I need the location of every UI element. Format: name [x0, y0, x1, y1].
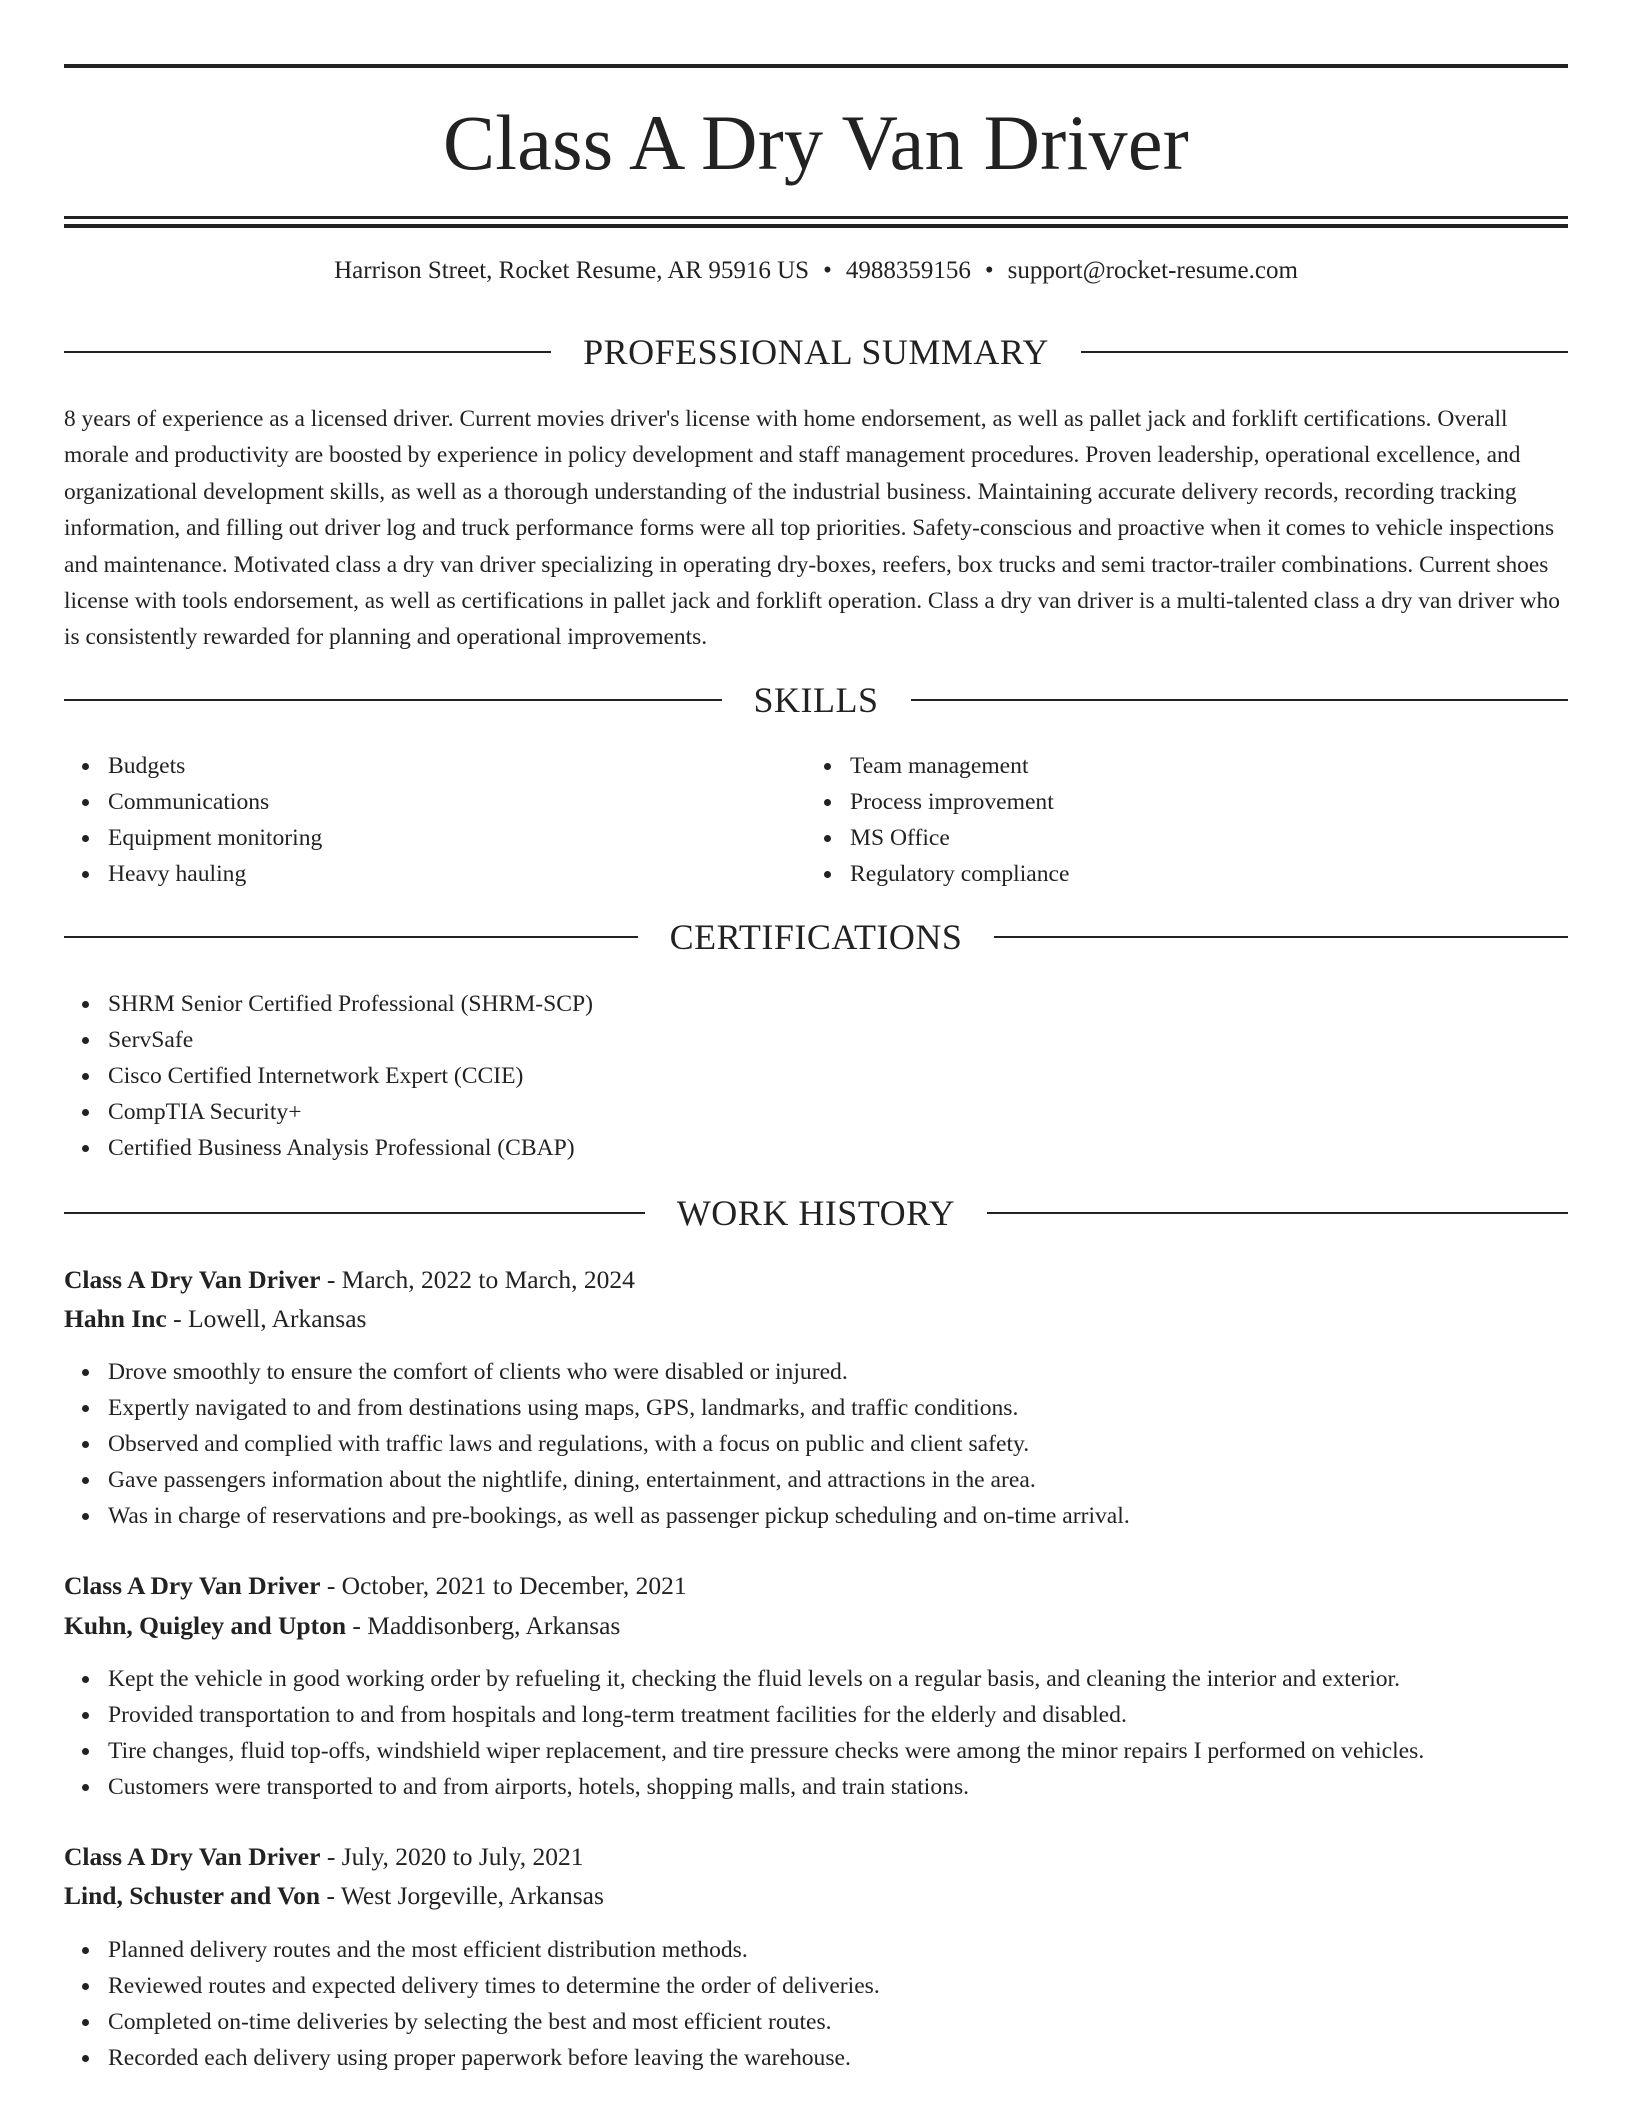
- job-duty: Planned delivery routes and the most efficient distribution methods.: [64, 1932, 880, 1968]
- job-duty: Kept the vehicle in good working order by refueling it, checking the fluid levels on a regular basis, and cleaning the interior and exterior.: [64, 1661, 1424, 1697]
- job-title-line: [64, 1571, 687, 1601]
- contact-address: Harrison Street, Rocket Resume, AR 95916 US: [334, 257, 810, 284]
- job-duty: Completed on-time deliveries by selecting the best and most efficient routes.: [64, 2004, 880, 2040]
- job-duty: Recorded each delivery using proper paperwork before leaving the warehouse.: [64, 2040, 880, 2076]
- section-rule: [64, 351, 551, 353]
- skill-item: Heavy hauling: [64, 856, 322, 892]
- skills-heading: SKILLS: [753, 680, 879, 720]
- job-position: Class A Dry Van Driver: [64, 1265, 321, 1294]
- skill-item: Regulatory compliance: [806, 856, 1069, 892]
- job-duty: Expertly navigated to and from destinations using maps, GPS, landmarks, and traffic conditions.: [64, 1390, 1130, 1426]
- title-block: [64, 64, 1568, 228]
- section-rule: [911, 699, 1569, 701]
- contact-separator: •: [823, 257, 832, 284]
- job-duty: Observed and complied with traffic laws and regulations, with a focus on public and client safety.: [64, 1426, 1130, 1462]
- skill-item: Team management: [806, 748, 1069, 784]
- skills-section-header: [64, 680, 1568, 720]
- section-rule: [64, 699, 722, 701]
- job-duties-list: [64, 1661, 1424, 1805]
- summary-heading: PROFESSIONAL SUMMARY: [583, 332, 1049, 372]
- job-duty: Was in charge of reservations and pre-bookings, as well as passenger pickup scheduling and on-time arrival.: [64, 1498, 1130, 1534]
- summary-section-header: [64, 332, 1568, 372]
- skill-item: Communications: [64, 784, 322, 820]
- job-company-line: [64, 1881, 604, 1911]
- job-duty: Tire changes, fluid top-offs, windshield wiper replacement, and tire pressure checks were among the minor repairs I performed on vehicles.: [64, 1733, 1424, 1769]
- section-rule: [987, 1212, 1568, 1214]
- contact-line: [64, 256, 1568, 286]
- job-duty: Gave passengers information about the nightlife, dining, entertainment, and attractions in the area.: [64, 1462, 1130, 1498]
- certification-item: CompTIA Security+: [64, 1094, 593, 1130]
- work-section-header: [64, 1193, 1568, 1233]
- job-company-line: [64, 1304, 366, 1334]
- certification-item: Certified Business Analysis Professional (CBAP): [64, 1130, 593, 1166]
- job-company: Hahn Inc: [64, 1304, 167, 1333]
- certifications-section-header: [64, 917, 1568, 957]
- top-rule: [64, 64, 1568, 68]
- job-location: - West Jorgeville, Arkansas: [320, 1881, 604, 1910]
- job-company: Kuhn, Quigley and Upton: [64, 1611, 347, 1640]
- job-location: - Maddisonberg, Arkansas: [346, 1611, 621, 1640]
- skill-item: Budgets: [64, 748, 322, 784]
- contact-email: support@rocket-resume.com: [1007, 257, 1298, 284]
- skill-item: Process improvement: [806, 784, 1069, 820]
- job-dates: - July, 2020 to July, 2021: [320, 1842, 584, 1871]
- summary-text: 8 years of experience as a licensed driver. Current movies driver's license with home endorsement, as well as pallet jack and forklift certifications. Overall morale and productivity are boosted by experience in policy development and staff management procedures. Proven leadership, operational excellence, and organizational development skills, as well as a thorough understanding of the industrial business. Maintaining accurate delivery records, recording tracking information, and filling out driver log and truck performance forms were all top priorities. Safety-conscious and proactive when it comes to vehicle inspections and maintenance. Motivated class a dry van driver specializing in operating dry-boxes, reefers, box trucks and semi tractor-trailer combinations. Current shoes license with tools endorsement, as well as certifications in pallet jack and forklift operation. Class a dry van driver is a multi-talented class a dry van driver who is consistently rewarded for planning and operational improvements.: [64, 406, 1560, 651]
- job-duties-list: [64, 1354, 1130, 1534]
- section-rule: [994, 936, 1568, 938]
- resume-title: Class A Dry Van Driver: [442, 99, 1190, 186]
- job-company-line: [64, 1611, 620, 1641]
- job-dates: - March, 2022 to March, 2024: [320, 1265, 635, 1294]
- job-title-line: [64, 1842, 583, 1872]
- contact-phone: 4988359156: [845, 257, 971, 284]
- job-position: Class A Dry Van Driver: [64, 1571, 321, 1600]
- skill-item: Equipment monitoring: [64, 820, 322, 856]
- job-company: Lind, Schuster and Von: [64, 1881, 321, 1910]
- skill-item: MS Office: [806, 820, 1069, 856]
- job-duty: Reviewed routes and expected delivery times to determine the order of deliveries.: [64, 1968, 880, 2004]
- job-duty: Customers were transported to and from airports, hotels, shopping malls, and train stations.: [64, 1769, 1424, 1805]
- job-duty: Provided transportation to and from hospitals and long-term treatment facilities for the elderly and disabled.: [64, 1697, 1424, 1733]
- section-rule: [64, 936, 638, 938]
- job-title-line: [64, 1265, 635, 1295]
- job-duty: Drove smoothly to ensure the comfort of clients who were disabled or injured.: [64, 1354, 1130, 1390]
- job-duties-list: [64, 1932, 880, 2076]
- job-position: Class A Dry Van Driver: [64, 1842, 321, 1871]
- contact-separator: •: [984, 257, 994, 284]
- certification-item: ServSafe: [64, 1022, 593, 1058]
- section-rule: [1081, 351, 1568, 353]
- job-dates: - October, 2021 to December, 2021: [320, 1571, 687, 1600]
- certification-item: Cisco Certified Internetwork Expert (CCIE): [64, 1058, 593, 1094]
- work-heading: WORK HISTORY: [676, 1193, 956, 1233]
- title-double-rule: [64, 216, 1568, 228]
- certifications-heading: CERTIFICATIONS: [669, 917, 963, 957]
- skills-list-left: [64, 748, 322, 892]
- section-rule: [64, 1212, 645, 1214]
- job-location: - Lowell, Arkansas: [166, 1304, 367, 1333]
- certifications-list: [64, 986, 593, 1166]
- certification-item: SHRM Senior Certified Professional (SHRM-SCP): [64, 986, 593, 1022]
- skills-list-right: [806, 748, 1069, 892]
